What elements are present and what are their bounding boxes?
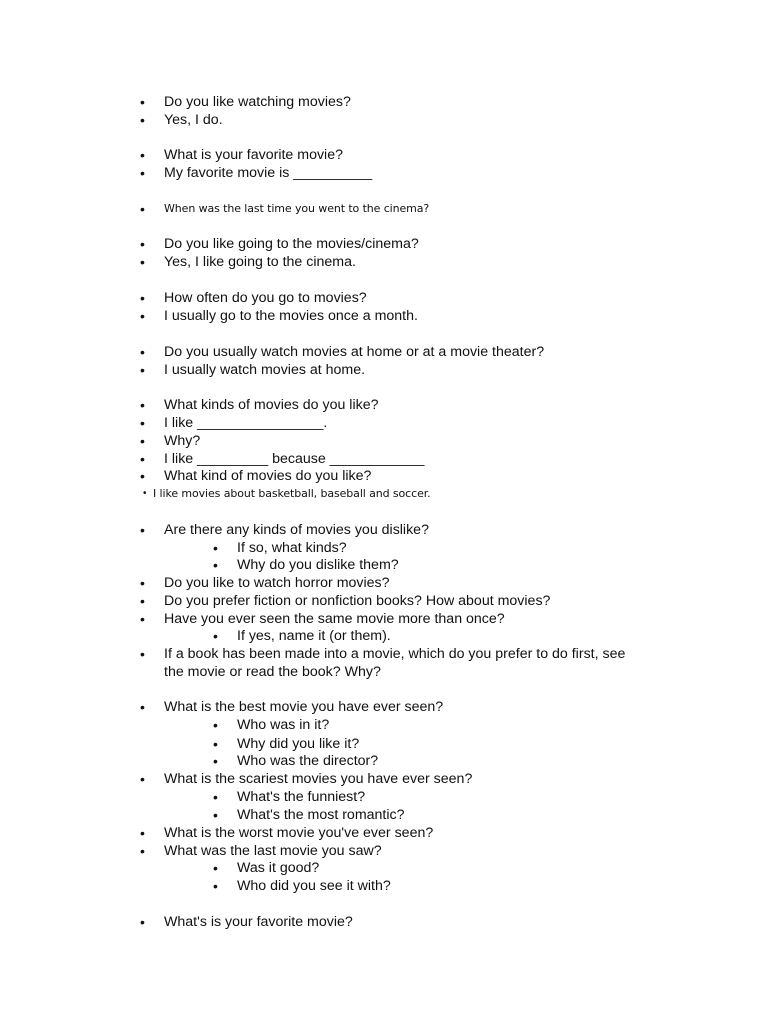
bullet-icon: • — [140, 825, 145, 841]
list-item-text: I like movies about basketball, baseball and soccer. — [153, 487, 431, 500]
bullet-icon: • — [140, 914, 145, 930]
list-item-text: My favorite movie is __________ — [164, 165, 373, 181]
sub-list-item-text: Who was in it? — [237, 717, 330, 733]
bullet-icon: • — [140, 201, 145, 217]
bullet-icon: • — [140, 699, 145, 715]
list-item-text: What is the scariest movies you have ever seen? — [164, 771, 473, 787]
bullet-icon: • — [140, 843, 145, 859]
list-item-text: How often do you go to movies? — [164, 290, 367, 306]
sub-list-item-text: Why do you dislike them? — [237, 557, 399, 573]
bullet-icon: • — [140, 646, 145, 662]
bullet-icon: • — [140, 112, 145, 128]
bullet-icon: • — [213, 807, 218, 823]
bullet-icon: • — [140, 522, 145, 538]
list-item-text: What is the worst movie you've ever seen? — [164, 825, 434, 841]
list-item-text: Yes, I do. — [164, 112, 223, 128]
sub-list-item-text: If so, what kinds? — [237, 540, 347, 556]
bullet-icon: • — [140, 433, 145, 449]
list-item-text: I usually go to the movies once a month. — [164, 308, 418, 324]
list-item-text: Have you ever seen the same movie more than once? — [164, 611, 505, 627]
bullet-icon: • — [140, 415, 145, 431]
sub-list-item-text: Who did you see it with? — [237, 878, 391, 894]
sub-list-item-text: Was it good? — [237, 860, 320, 876]
list-item-text: Do you like going to the movies/cinema? — [164, 236, 419, 252]
list-item-text: Do you prefer fiction or nonfiction books? How about movies? — [164, 593, 551, 609]
list-item-text: What is the best movie you have ever seen? — [164, 699, 444, 715]
bullet-icon: • — [140, 236, 145, 252]
bullet-icon: • — [213, 789, 218, 805]
list-item-text: What's is your favorite movie? — [164, 914, 353, 930]
sub-list-item-text: Who was the director? — [237, 753, 379, 769]
bullet-icon: • — [213, 717, 218, 733]
sub-list-item-text: Why did you like it? — [237, 736, 360, 752]
bullet-icon: • — [140, 771, 145, 787]
bullet-icon: • — [140, 94, 145, 110]
bullet-icon: • — [213, 628, 218, 644]
list-item-text: I like ________________. — [164, 415, 328, 431]
list-item-text: Do you like to watch horror movies? — [164, 575, 390, 591]
bullet-icon: • — [140, 362, 145, 378]
bullet-icon: • — [213, 736, 218, 752]
sub-list-item-text: What's the most romantic? — [237, 807, 405, 823]
bullet-icon: • — [140, 290, 145, 306]
list-item-text: Why? — [164, 433, 201, 449]
bullet-icon: • — [140, 575, 145, 591]
list-item-text: What kind of movies do you like? — [164, 468, 372, 484]
bullet-icon: • — [140, 451, 145, 467]
bullet-icon: • — [140, 611, 145, 627]
list-item-text: Do you like watching movies? — [164, 94, 351, 110]
sub-list-item-text: What's the funniest? — [237, 789, 366, 805]
bullet-icon: • — [140, 344, 145, 360]
bullet-icon: • — [143, 488, 147, 499]
bullet-icon: • — [213, 860, 218, 876]
list-item-text: the movie or read the book? Why? — [164, 664, 381, 680]
list-item-text: Do you usually watch movies at home or at a movie theater? — [164, 344, 545, 360]
sub-list-item-text: If yes, name it (or them). — [237, 628, 391, 644]
bullet-icon: • — [140, 397, 145, 413]
bullet-icon: • — [140, 147, 145, 163]
bullet-icon: • — [213, 557, 218, 573]
bullet-icon: • — [140, 254, 145, 270]
list-item-text: I usually watch movies at home. — [164, 362, 366, 378]
list-item-text: I like _________ because ____________ — [164, 451, 425, 467]
bullet-icon: • — [140, 593, 145, 609]
bullet-icon: • — [140, 308, 145, 324]
list-item-text: Are there any kinds of movies you dislike? — [164, 522, 429, 538]
bullet-icon: • — [140, 165, 145, 181]
bullet-icon: • — [213, 753, 218, 769]
list-item-text: What kinds of movies do you like? — [164, 397, 379, 413]
bullet-icon: • — [213, 540, 218, 556]
list-item-text: What is your favorite movie? — [164, 147, 343, 163]
list-item-text: What was the last movie you saw? — [164, 843, 382, 859]
bullet-icon: • — [213, 878, 218, 894]
list-item-text: Yes, I like going to the cinema. — [164, 254, 356, 270]
list-item-text: When was the last time you went to the cinema? — [164, 202, 430, 215]
bullet-icon: • — [140, 468, 145, 484]
list-item-text: If a book has been made into a movie, which do you prefer to do first, see — [164, 646, 626, 662]
